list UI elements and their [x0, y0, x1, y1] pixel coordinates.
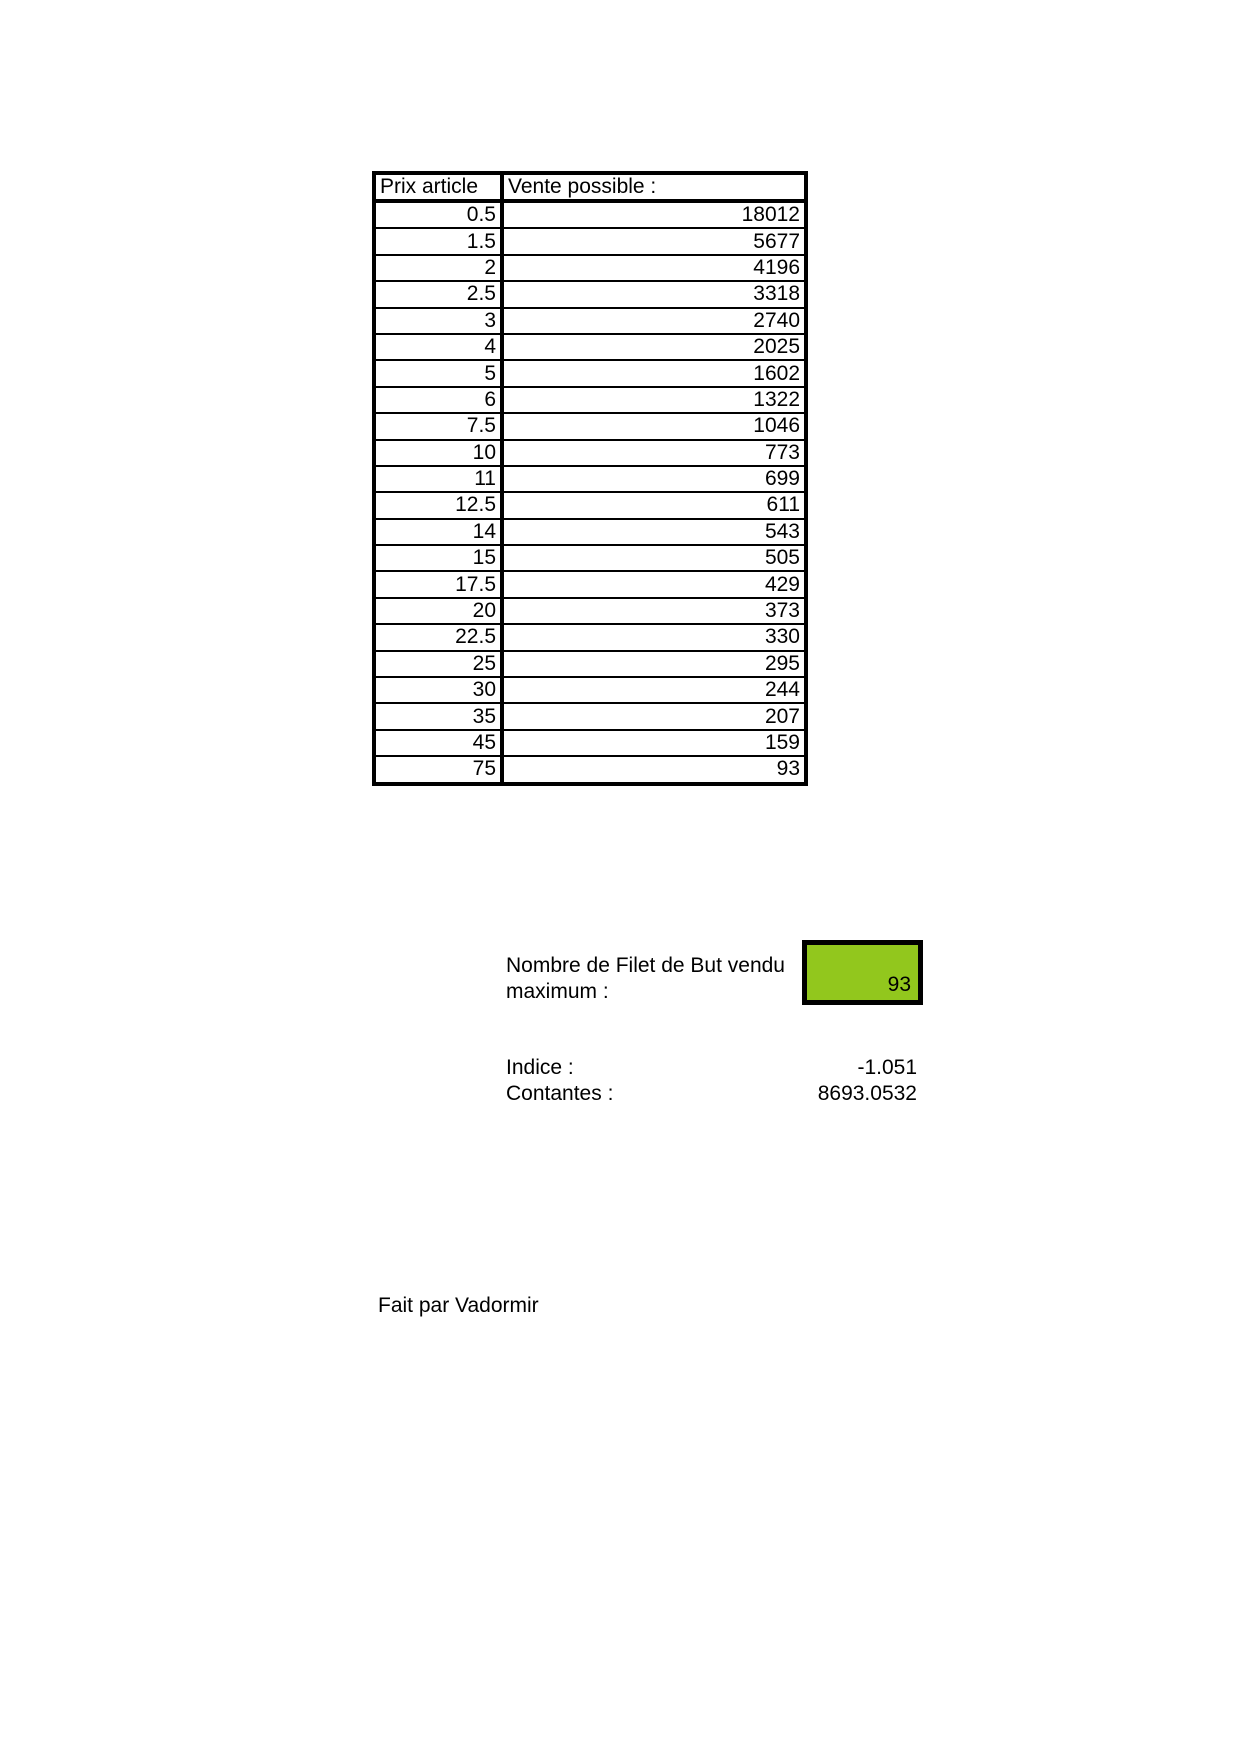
- author-credit: Fait par Vadormir: [378, 1294, 539, 1317]
- sales-cell: 18012: [502, 201, 806, 228]
- table-row: [374, 598, 806, 624]
- price-cell: 11: [374, 466, 502, 492]
- table-row: [374, 281, 806, 307]
- table-row: [374, 228, 806, 254]
- sales-cell: 611: [502, 492, 806, 518]
- sales-cell: 505: [502, 545, 806, 571]
- price-cell: 35: [374, 703, 502, 729]
- max-sold-label: Nombre de Filet de But vendu maximum :: [506, 954, 785, 1003]
- table-row: [374, 308, 806, 334]
- table-row: [374, 440, 806, 466]
- price-cell: 22.5: [374, 624, 502, 650]
- table-header-row: [374, 173, 806, 201]
- max-sold-highlight-cell: [802, 940, 923, 1005]
- price-cell: 15: [374, 545, 502, 571]
- table-body: [374, 201, 806, 784]
- sales-cell: 773: [502, 440, 806, 466]
- price-cell: 0.5: [374, 201, 502, 228]
- price-cell: 2: [374, 255, 502, 281]
- indice-label: Indice :: [506, 1056, 574, 1079]
- table-row: [374, 571, 806, 597]
- table-row: [374, 492, 806, 518]
- price-cell: 14: [374, 519, 502, 545]
- price-cell: 6: [374, 387, 502, 413]
- table-row: [374, 677, 806, 703]
- sales-cell: 373: [502, 598, 806, 624]
- sales-cell: 2025: [502, 334, 806, 360]
- indice-value: -1.051: [857, 1056, 917, 1079]
- table-row: [374, 201, 806, 228]
- stats-block: [506, 1055, 917, 1107]
- sales-cell: 207: [502, 703, 806, 729]
- sales-cell: 295: [502, 651, 806, 677]
- stat-row-indice: [506, 1055, 917, 1081]
- price-cell: 25: [374, 651, 502, 677]
- sales-cell: 330: [502, 624, 806, 650]
- max-sold-value: 93: [887, 973, 911, 996]
- table-row: [374, 651, 806, 677]
- sales-cell: 244: [502, 677, 806, 703]
- price-cell: 10: [374, 440, 502, 466]
- sales-cell: 429: [502, 571, 806, 597]
- column-header-vente-possible: Vente possible :: [502, 173, 806, 201]
- table-row: [374, 703, 806, 729]
- table-row: [374, 360, 806, 386]
- price-cell: 30: [374, 677, 502, 703]
- price-cell: 75: [374, 756, 502, 783]
- sales-cell: 1322: [502, 387, 806, 413]
- price-cell: 17.5: [374, 571, 502, 597]
- table-row: [374, 334, 806, 360]
- table-row: [374, 730, 806, 756]
- contantes-label: Contantes :: [506, 1082, 614, 1105]
- sales-cell: 543: [502, 519, 806, 545]
- price-cell: 3: [374, 308, 502, 334]
- price-cell: 45: [374, 730, 502, 756]
- price-cell: 5: [374, 360, 502, 386]
- sales-cell: 2740: [502, 308, 806, 334]
- price-cell: 2.5: [374, 281, 502, 307]
- table-row: [374, 756, 806, 783]
- price-cell: 12.5: [374, 492, 502, 518]
- table-row: [374, 387, 806, 413]
- table-row: [374, 545, 806, 571]
- table-row: [374, 255, 806, 281]
- sales-cell: 4196: [502, 255, 806, 281]
- sales-cell: 1046: [502, 413, 806, 439]
- price-cell: 4: [374, 334, 502, 360]
- table-row: [374, 466, 806, 492]
- price-sales-table: [372, 171, 808, 786]
- table-row: [374, 413, 806, 439]
- sales-cell: 699: [502, 466, 806, 492]
- sales-cell: 159: [502, 730, 806, 756]
- price-cell: 7.5: [374, 413, 502, 439]
- price-cell: 20: [374, 598, 502, 624]
- sales-cell: 1602: [502, 360, 806, 386]
- price-cell: 1.5: [374, 228, 502, 254]
- sales-cell: 3318: [502, 281, 806, 307]
- contantes-value: 8693.0532: [817, 1082, 917, 1105]
- sales-cell: 93: [502, 756, 806, 783]
- column-header-prix-article: Prix article: [374, 173, 502, 201]
- stat-row-contantes: [506, 1081, 917, 1107]
- table-row: [374, 519, 806, 545]
- table-row: [374, 624, 806, 650]
- sales-cell: 5677: [502, 228, 806, 254]
